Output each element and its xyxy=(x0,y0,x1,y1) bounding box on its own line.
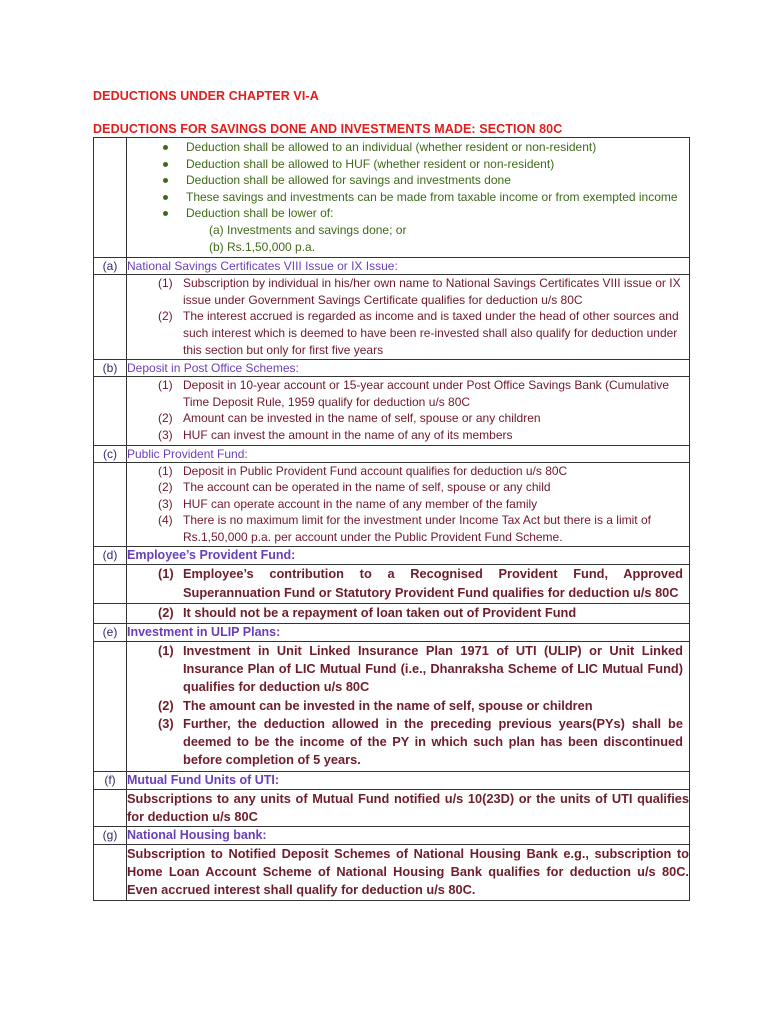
numbered-list xyxy=(127,463,689,547)
section-title: National Savings Certificates VIII Issue or IX Issue: xyxy=(127,258,690,275)
section-label: (a) xyxy=(94,258,127,275)
section-g-header-row xyxy=(94,826,690,844)
section-label: (d) xyxy=(94,547,127,565)
numbered-list xyxy=(127,604,689,623)
section-label: (b) xyxy=(94,360,127,377)
section-title: National Housing bank: xyxy=(127,826,690,844)
empty-label-cell xyxy=(94,642,127,771)
section-c-body-row xyxy=(94,462,690,547)
section-title: Deposit in Post Office Schemes: xyxy=(127,360,690,377)
bullet-icon xyxy=(163,145,168,150)
list-item: Deduction shall be lower of: (a) Investments and savings done; or (b) Rs.1,50,000 p.a. xyxy=(163,205,689,255)
section-g-body-row xyxy=(94,844,690,900)
section-body xyxy=(127,642,690,771)
bullet-icon xyxy=(163,195,168,200)
section-f-header-row xyxy=(94,771,690,789)
section-body xyxy=(127,603,690,623)
section-heading: DEDUCTIONS FOR SAVINGS DONE AND INVESTMENTS MADE: SECTION 80C xyxy=(93,122,563,136)
list-item: (2) Amount can be invested in the name of self, spouse or any children xyxy=(158,411,541,426)
deductions-table xyxy=(93,137,690,901)
sub-item: (a) Investments and savings done; or xyxy=(209,222,407,237)
empty-label-cell xyxy=(94,789,127,826)
list-item: (4) There is no maximum limit for the investment under Income Tax Act but there is a limit of Rs.1,50,000 p.a. per account under the Public Provident Fund Scheme. xyxy=(158,513,651,544)
empty-label-cell xyxy=(94,377,127,445)
list-item: (3) Further, the deduction allowed in the preceding previous years(PYs) shall be deemed to be the income of the PY in which such plan has been discontinued before completion of 5 years. xyxy=(158,715,683,768)
list-item: Deduction shall be allowed to HUF (whether resident or non-resident) xyxy=(163,156,689,173)
list-item: (3) HUF can operate account in the name of any member of the family xyxy=(158,496,538,511)
list-item: (1) Subscription by individual in his/her own name to National Savings Certificates VIII issue or IX issue under Government Savings Certificate qualifies for deduction u/s 80C xyxy=(158,276,681,307)
intro-bullet-list xyxy=(127,138,689,257)
section-b-body-row xyxy=(94,377,690,445)
list-item: (2) It should not be a repayment of loan taken out of Provident Fund xyxy=(158,604,577,620)
section-d-body-row xyxy=(94,565,690,603)
chapter-heading: DEDUCTIONS UNDER CHAPTER VI-A xyxy=(93,89,319,103)
list-item: (1) Investment in Unit Linked Insurance Plan 1971 of UTI (ULIP) or Unit Linked Insurance Plan of LIC Mutual Fund (i.e., Dhanraksha Scheme of LIC Mutual Fund) qualifies for deduction u/s 80C xyxy=(158,643,683,695)
bullet-icon xyxy=(163,178,168,183)
sub-item: (b) Rs.1,50,000 p.a. xyxy=(209,239,316,254)
section-body xyxy=(127,565,690,603)
numbered-list xyxy=(127,565,689,602)
list-item: (3) HUF can invest the amount in the name of any of its members xyxy=(158,427,513,442)
section-body xyxy=(127,462,690,547)
intro-label-cell xyxy=(94,138,127,258)
list-item: Deduction shall be allowed to an individual (whether resident or non-resident) xyxy=(163,139,689,156)
section-paragraph: Subscription to Notified Deposit Schemes of National Housing Bank e.g., subscription to Home Loan Account Scheme of National Housing Bank qualifies for deduction u/s 80C. Even accrued interest shall qualify for deduction u/s 80C. xyxy=(127,844,690,900)
intro-cell xyxy=(127,138,690,258)
section-title: Employee’s Provident Fund: xyxy=(127,547,690,565)
section-title: Mutual Fund Units of UTI: xyxy=(127,771,690,789)
intro-row xyxy=(94,138,690,258)
section-body xyxy=(127,377,690,445)
section-label: (e) xyxy=(94,624,127,642)
section-label: (f) xyxy=(94,771,127,789)
list-item: (2) The interest accrued is regarded as income and is taxed under the head of other sources and such interest which is deemed to have been re-invested shall also qualify for deduction under this section but only for first five years xyxy=(158,309,679,357)
section-a-body-row xyxy=(94,275,690,360)
empty-label-cell xyxy=(94,844,127,900)
section-d-header-row xyxy=(94,547,690,565)
section-e-header-row xyxy=(94,624,690,642)
numbered-list xyxy=(127,275,689,359)
empty-label-cell xyxy=(94,462,127,547)
section-a-header-row xyxy=(94,258,690,275)
empty-label-cell xyxy=(94,275,127,360)
section-paragraph: Subscriptions to any units of Mutual Fund notified u/s 10(23D) or the units of UTI qualifies for deduction u/s 80C xyxy=(127,789,690,826)
section-d-body-row-2 xyxy=(94,603,690,623)
numbered-list xyxy=(127,642,689,770)
list-item: (2) The account can be operated in the name of self, spouse or any child xyxy=(158,480,551,495)
section-body xyxy=(127,275,690,360)
bullet-icon xyxy=(163,211,168,216)
list-item: (1) Employee’s contribution to a Recognised Provident Fund, Approved Superannuation Fund or Statutory Provident Fund qualifies for deduction u/s 80C xyxy=(158,566,683,600)
section-title: Public Provident Fund: xyxy=(127,445,690,462)
section-c-header-row xyxy=(94,445,690,462)
section-e-body-row xyxy=(94,642,690,771)
list-item: (1) Deposit in 10-year account or 15-year account under Post Office Savings Bank (Cumulative Time Deposit Rule, 1959 qualify for deduction u/s 80C xyxy=(158,378,670,409)
section-label: (c) xyxy=(94,445,127,462)
section-label: (g) xyxy=(94,826,127,844)
list-item: Deduction shall be allowed for savings and investments done xyxy=(163,172,689,189)
bullet-icon xyxy=(163,162,168,167)
section-f-body-row xyxy=(94,789,690,826)
list-item: (2) The amount can be invested in the name of self, spouse or children xyxy=(158,697,593,713)
empty-label-cell xyxy=(94,603,127,623)
list-item: (1) Deposit in Public Provident Fund account qualifies for deduction u/s 80C xyxy=(158,463,568,478)
section-b-header-row xyxy=(94,360,690,377)
numbered-list xyxy=(127,377,689,444)
section-title: Investment in ULIP Plans: xyxy=(127,624,690,642)
empty-label-cell xyxy=(94,565,127,603)
list-item: These savings and investments can be made from taxable income or from exempted income xyxy=(163,189,689,206)
